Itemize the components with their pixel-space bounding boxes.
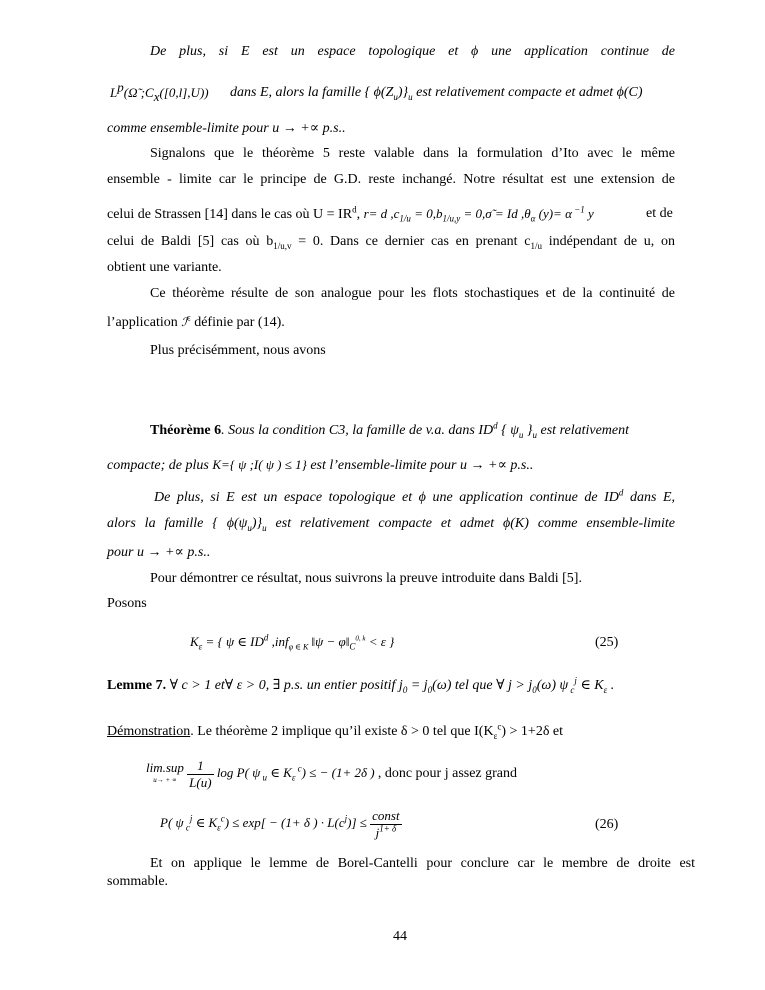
demonstration-title: Démonstration — [107, 724, 191, 739]
p2-line5: obtient une variante. — [107, 260, 222, 275]
p2-line3: celui de Strassen [14] dans le cas où $U = IR^d$, r= d $,c_{1/u} = 0,b_{1/u,y}$ = 0,σ̃ = Id $,\theta_\alpha$ (y)= α $^{-1}$ y — [107, 204, 594, 224]
demonstration-line: Démonstration. Le théorème 2 implique qu’il existe δ > 0 tel que $I(K_\varepsilon^c) > 1+2\delta$ et — [107, 721, 564, 741]
lemma7: Lemme 7. ∀ c > 1 et∀ ε > 0, ∃ p.s. un entier positif $j_0 = j_0(\omega)$ tel que ∀ $j > j_0(\omega)$ ψ $_c^j$ ∈ $K_\varepsilon$ . — [107, 675, 615, 695]
strassen-equation: r= d $,c_{1/u} = 0,b_{1/u,y}$ = 0,σ̃ = Id $,\theta_\alpha$ (y)= α $^{-1}$ y — [363, 204, 594, 224]
p5-line3: pour u → +∝ p.s.. — [107, 545, 211, 560]
limsup-fraction: $\frac{1}{L(u)}$ — [189, 757, 212, 790]
limsup-equation: lim.sup u→ + ∝ $\frac{1}{L(u)}$ log P( ψ $_u$ ∈ $K_\varepsilon$ $^c$) ≤ − (1+ 2δ ) , donc pour j assez grand — [146, 757, 518, 790]
limit-set-equation: K={ ψ ;I( ψ ) ≤ 1} — [212, 457, 307, 472]
p1-line2-text: dans E, alors la famille { $\phi(Z_u)\}_u$ est relativement compacte et admet ϕ(C) — [230, 85, 643, 102]
eq26-fraction: $\frac{\text{const}}{j^{1+ \delta}}$ — [372, 807, 400, 840]
p2-line1: Signalons que le théorème 5 reste valable dans la formulation d’Ito avec le même — [150, 146, 675, 161]
p4-line1: Plus précisémment, nous avons — [150, 343, 326, 358]
theorem6-title: Théorème 6 — [150, 423, 222, 438]
p3-line1: Ce théorème résulte de son analogue pour les flots stochastiques et de la continuité de — [150, 286, 675, 301]
p2-line4: celui de Baldi [5] cas où $b_{1/u,v} = 0$. Dans ce dernier cas en prenant $c_{1/u}$ indépendant de u, on — [107, 234, 675, 251]
p6-line2: Posons — [107, 596, 147, 611]
p1-line3: comme ensemble-limite pour u → +∝ p.s.. — [107, 121, 346, 136]
p2-line2: ensemble - limite car le principe de G.D. reste inchangé. Notre résultat est une extension de — [107, 172, 675, 187]
page-number: 44 — [393, 929, 407, 944]
application-symbol: ℐ — [181, 315, 187, 329]
equation-25: $K_\varepsilon$ = { ψ ∈ $ID^d$ ,inf$_{\varphi \in K}$ ‖ψ − $\varphi‖_C^{0, k} < \varepsilon$ } — [190, 632, 395, 652]
p7-line2: sommable. — [107, 874, 169, 889]
p5-line1: De plus, si E est un espace topologique et ϕ une application continue de $ID^d$ dans E, — [154, 487, 676, 505]
theorem6-line1: Théorème 6. Sous la condition C3, la famille de v.a. dans $ID^d$ { $\psi_u$ }$_u$ est relativement — [150, 420, 630, 440]
p7-line1: Et on applique le lemme de Borel-Cantelli pour conclure car le membre de droite est — [150, 856, 695, 871]
equation-25-number: (25) — [595, 635, 619, 650]
p3-line2: l’application ℐ$^\varepsilon$ définie par (14). — [107, 312, 285, 330]
p6-line1: Pour démontrer ce résultat, nous suivrons la preuve introduite dans Baldi [5]. — [150, 571, 582, 586]
p1-line2: $L^p(\Omegã$ $;C_x([0,l],U)$) — [110, 79, 209, 104]
p5-line2: alors la famille { $\phi(\psi_u)\}_u$ est relativement compacte et admet ϕ(K) comme ensemble-limite — [107, 516, 676, 533]
lemma7-title: Lemme 7. — [107, 678, 167, 693]
p1-line1: De plus, si E est un espace topologique et ϕ une application continue de — [150, 44, 675, 59]
p2-line3-end: et de — [646, 206, 673, 221]
equation-26: P( ψ $_c^j$ ∈ $K_\varepsilon^c) \le \exp[ - (1+ \delta$ ) · $L(c^j)$] ≤ $\frac{\text{const}}{j^{1+ \delta}}$ — [160, 807, 400, 840]
equation-26-number: (26) — [595, 817, 619, 832]
theorem6-line2: compacte; de plus K={ ψ ;I( ψ ) ≤ 1} est l’ensemble-limite pour u → +∝ p.s.. — [107, 457, 534, 473]
